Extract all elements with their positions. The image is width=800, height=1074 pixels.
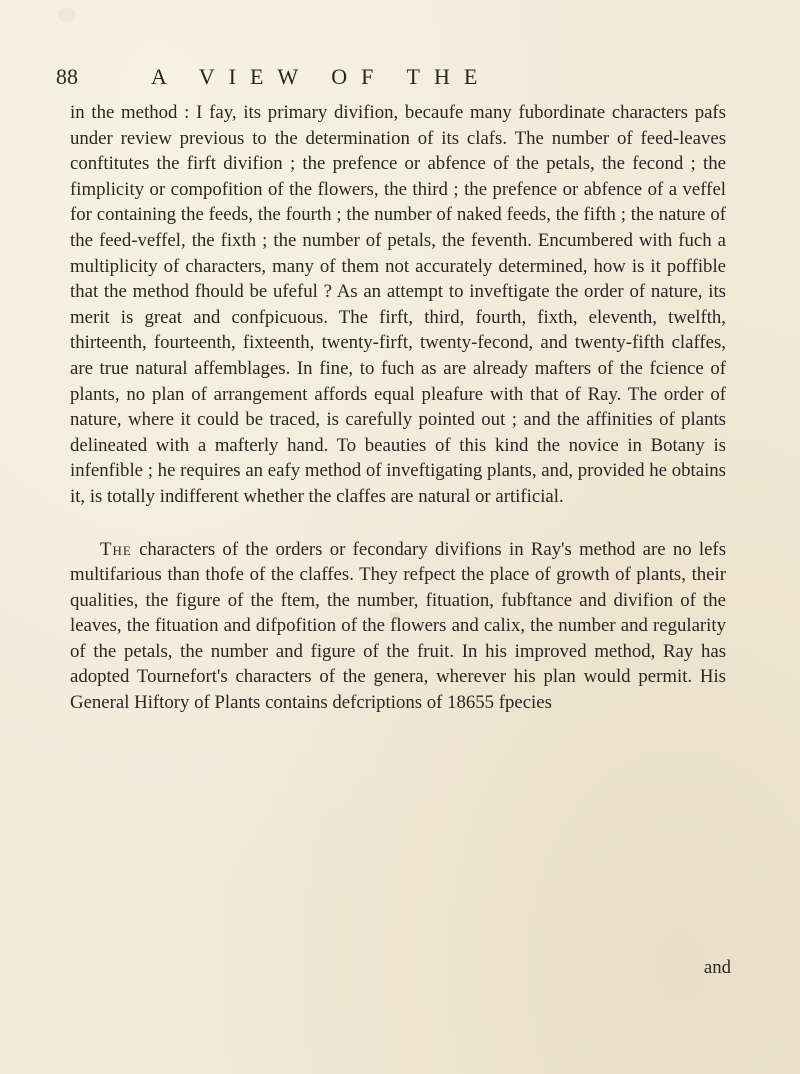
- paragraph-2-lead: The: [100, 538, 132, 560]
- running-head: [56, 64, 656, 98]
- running-title: A VIEW OF THE: [151, 64, 492, 89]
- paragraph-2: [70, 537, 726, 716]
- foxing-spot: [58, 8, 76, 22]
- body-text: [70, 100, 726, 716]
- paragraph-1: [70, 100, 726, 510]
- paragraph-1-text: in the method : I fay, its primary divifion, becaufe many fubordinate characters pafs under review previous to the determination of its clafs. The number of feed-leaves conftitutes the firft divifion ; the prefence or abfence of the petals, the fecond ; the fimplicity or compofition of the flowers, the third ; the prefence or abfence of a veffel for containing the feeds, the fourth ; the number of naked feeds, the fifth ; the nature of the feed-veffel, the fixth ; the number of petals, the feventh. Encumbered with fuch a multiplicity of characters, many of them not accurately determined, how is it poffible that the method fhould be ufeful ? As an attempt to inveftigate the order of nature, its merit is great and confpicuous. The firft, third, fourth, fixth, eleventh, twelfth, thirteenth, fourteenth, fixteenth, twenty-firft, twenty-fecond, and twenty-fifth claffes, are true natural affemblages. In fine, to fuch as are already mafters of the fcience of plants, no plan of arrangement affords equal pleafure with that of Ray. The order of nature, where it could be traced, is carefully pointed out ; and the affinities of plants delineated with a mafterly hand. To beauties of this kind the novice in Botany is infenfible ; he requires an eafy method of inveftigating plants, and, provided he obtains it, is totally indifferent whether the claffes are natural or artificial.: [70, 102, 726, 507]
- paragraph-2-text: characters of the orders or fecondary divifions in Ray's method are no lefs multifarious than thofe of the claffes. They refpect the place of growth of plants, their qualities, the figure of the ftem, the number, fituation, fubftance and divifion of the leaves, the fituation and difpofition of the flowers and calix, the number and regularity of the petals, the number and figure of the fruit. In his improved method, Ray has adopted Tournefort's characters of the genera, wherever his plan would permit. His General Hiftory of Plants contains defcriptions of 18655 fpecies: [70, 538, 726, 714]
- page-number: 88: [56, 64, 78, 89]
- catchword: and: [703, 957, 731, 978]
